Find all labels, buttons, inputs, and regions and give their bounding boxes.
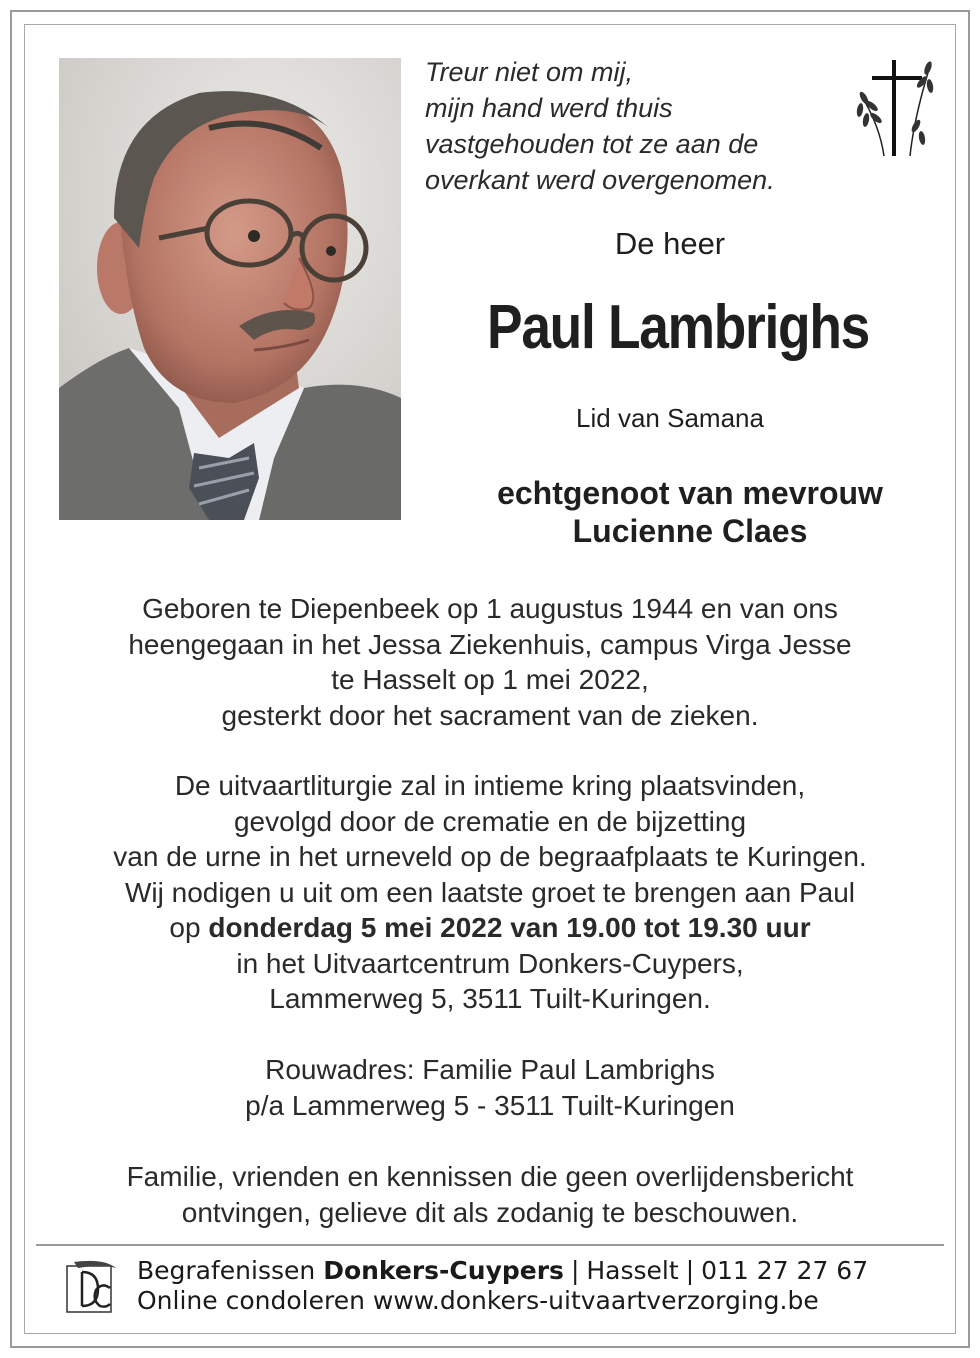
paragraph-line: Geboren te Diepenbeek op 1 augustus 1944 en van ons (142, 593, 838, 624)
portrait-illustration (59, 58, 401, 520)
paragraph-line: in het Uitvaartcentrum Donkers-Cuypers, (236, 947, 744, 979)
paragraph-line: ontvingen, gelieve dit als zodanig te beschouwen. (181, 1196, 799, 1228)
spouse-line: echtgenoot van mevrouw (497, 475, 883, 511)
paragraph-line: gevolgd door de crematie en de bijzetting (233, 805, 747, 837)
spouse-info (400, 474, 980, 550)
footer-company-line (137, 1256, 868, 1286)
visitation-datetime: donderdag 5 mei 2022 van 19.00 tot 19.30 uur (208, 912, 811, 943)
deceased-name: Paul Lambrighs (487, 293, 869, 362)
paragraph-line: gesterkt door het sacrament van de zieken. (221, 699, 759, 731)
portrait-photo (59, 58, 401, 520)
poem-line: mijn hand werd thuis (425, 93, 673, 123)
paragraph-line: te Hasselt op 1 mei 2022, (331, 664, 649, 695)
notice-paragraph (0, 1159, 980, 1230)
poem-line: vastgehouden tot ze aan de (425, 129, 759, 159)
footer-divider (36, 1244, 944, 1246)
paragraph-line: Familie, vrienden en kennissen die geen overlijdensbericht (126, 1161, 854, 1192)
cross-wheat-icon (850, 58, 934, 158)
honorific: De heer (614, 226, 726, 261)
paragraph-line: Rouwadres: Familie Paul Lambrighs (265, 1054, 715, 1085)
poem-line: overkant werd overgenomen. (425, 165, 775, 195)
company-name: Donkers-Cuypers (323, 1256, 564, 1285)
paragraph-line: Lammerweg 5, 3511 Tuilt-Kuringen. (269, 983, 711, 1014)
company-city: Hasselt (586, 1256, 679, 1285)
paragraph-line: p/a Lammerweg 5 - 3511 Tuilt-Kuringen (245, 1089, 735, 1121)
separator: | (570, 1256, 580, 1285)
website-link[interactable]: www.donkers-uitvaartverzorging.be (372, 1286, 819, 1315)
paragraph-line: van de urne in het urneveld op de begraafplaats te Kuringen. (113, 841, 867, 872)
footer-prefix: Begrafenissen (137, 1256, 316, 1285)
spouse-name: Lucienne Claes (572, 513, 808, 549)
paragraph-line: heengegaan in het Jessa Ziekenhuis, campus Virga Jesse (128, 628, 852, 660)
visitation-time (0, 910, 980, 946)
visitation-prefix: op (169, 912, 209, 943)
paragraph-line: De uitvaartliturgie zal in intieme kring plaatsvinden, (174, 770, 806, 801)
condolence-label: Online condoleren (137, 1286, 365, 1315)
footer-info (137, 1256, 868, 1316)
poem (425, 54, 845, 198)
paragraph-line: Wij nodigen u uit om een laatste groet te brengen aan Paul (124, 876, 856, 908)
ceremony-paragraph (0, 768, 980, 1017)
funeral-home-logo-icon (64, 1258, 120, 1316)
poem-line: Treur niet om mij, (425, 57, 634, 87)
separator: | (685, 1256, 695, 1285)
mourning-address (0, 1052, 980, 1123)
birth-death-paragraph (0, 591, 980, 733)
company-phone: 011 27 27 67 (701, 1256, 869, 1285)
membership: Lid van Samana (576, 403, 764, 433)
footer-website-line (137, 1286, 868, 1316)
